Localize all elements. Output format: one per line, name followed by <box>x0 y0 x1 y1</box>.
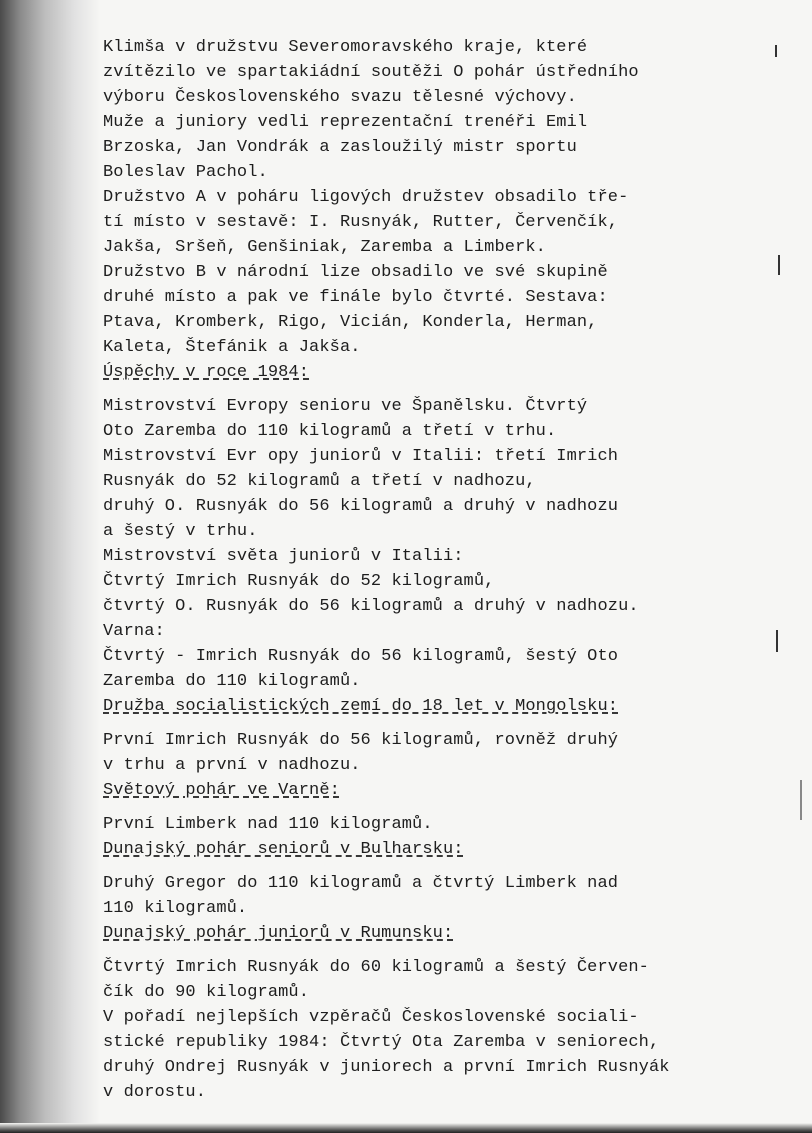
text-line: v trhu a první v nadhozu. <box>103 756 361 775</box>
text-line: Čtvrtý - Imrich Rusnyák do 56 kilogramů, šestý Oto <box>103 647 619 666</box>
text-line: a šestý v trhu. <box>103 522 258 541</box>
text-line: Muže a juniory vedli reprezentační trenéři Emil <box>103 113 588 132</box>
text-line: Boleslav Pachol. <box>103 163 268 182</box>
text-line: Kaleta, Štefánik a Jakša. <box>103 338 361 357</box>
text-line: Zaremba do 110 kilogramů. <box>103 672 361 691</box>
text-line: Oto Zaremba do 110 kilogramů a třetí v trhu. <box>103 422 557 441</box>
text-line: výboru Československého svazu tělesné výchovy. <box>103 88 577 107</box>
section-heading: Úspěchy v roce 1984: <box>103 363 310 382</box>
section-heading: Dunajský pohár seniorů v Bulharsku: <box>103 840 464 859</box>
scan-bottom-edge <box>0 1123 812 1133</box>
scan-left-edge-shadow <box>0 0 100 1133</box>
text-line: v dorostu. <box>103 1083 207 1102</box>
text-line: V pořadí nejlepších vzpěračů Československé sociali- <box>103 1008 639 1027</box>
text-line: Mistrovství Evropy senioru ve Španělsku. Čtvrtý <box>103 397 588 416</box>
text-line: Mistrovství světa juniorů v Italii: <box>103 547 464 566</box>
text-line: Družstvo A v poháru ligových družstev obsadilo tře- <box>103 188 629 207</box>
text-line: Druhý Gregor do 110 kilogramů a čtvrtý Limberk nad <box>103 874 619 893</box>
typewritten-page <box>103 35 783 1105</box>
text-line: Ptava, Kromberk, Rigo, Vicián, Konderla, Herman, <box>103 313 598 332</box>
text-line: čtvrtý O. Rusnyák do 56 kilogramů a druhý v nadhozu. <box>103 597 639 616</box>
text-line: První Imrich Rusnyák do 56 kilogramů, rovněž druhý <box>103 731 619 750</box>
text-line: První Limberk nad 110 kilogramů. <box>103 815 433 834</box>
text-line: Varna: <box>103 622 165 641</box>
section-heading: Družba socialistických zemí do 18 let v Mongolsku: <box>103 697 619 716</box>
scan-speck <box>800 780 802 820</box>
text-line: Brzoska, Jan Vondrák a zasloužilý mistr sportu <box>103 138 577 157</box>
text-line: Jakša, Sršeň, Genšiniak, Zaremba a Limberk. <box>103 238 546 257</box>
text-line: tí místo v sestavě: I. Rusnyák, Rutter, Červenčík, <box>103 213 619 232</box>
text-line: Čtvrtý Imrich Rusnyák do 52 kilogramů, <box>103 572 495 591</box>
text-line: stické republiky 1984: Čtvrtý Ota Zaremba v seniorech, <box>103 1033 660 1052</box>
text-line: druhý O. Rusnyák do 56 kilogramů a druhý v nadhozu <box>103 497 619 516</box>
text-line: Družstvo B v národní lize obsadilo ve své skupině <box>103 263 608 282</box>
text-line: Mistrovství Evr opy juniorů v Italii: třetí Imrich <box>103 447 619 466</box>
section-heading: Dunajský pohár juniorů v Rumunsku: <box>103 924 454 943</box>
text-line: Čtvrtý Imrich Rusnyák do 60 kilogramů a šestý Červen- <box>103 958 649 977</box>
text-line: druhý Ondrej Rusnyák v juniorech a první Imrich Rusnyák <box>103 1058 670 1077</box>
text-line: čík do 90 kilogramů. <box>103 983 310 1002</box>
text-line: druhé místo a pak ve finále bylo čtvrté. Sestava: <box>103 288 608 307</box>
text-line: Klimša v družstvu Severomoravského kraje, které <box>103 38 588 57</box>
text-line: zvítězilo ve spartakiádní soutěži O pohár ústředního <box>103 63 639 82</box>
section-heading: Světový pohár ve Varně: <box>103 781 340 800</box>
text-line: 110 kilogramů. <box>103 899 248 918</box>
text-line: Rusnyák do 52 kilogramů a třetí v nadhozu, <box>103 472 536 491</box>
